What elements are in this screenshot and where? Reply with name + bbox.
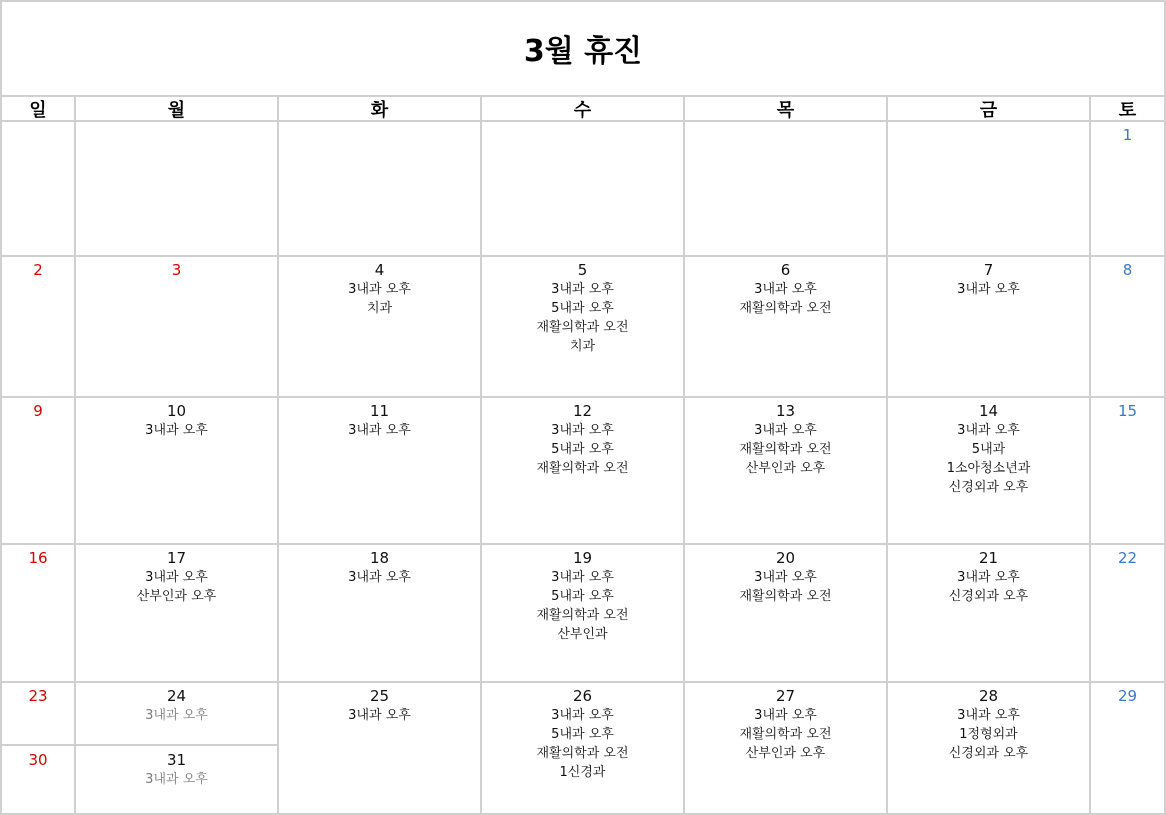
closure-entry: 산부인과 <box>557 627 608 642</box>
day-cell-4 <box>279 257 480 318</box>
weekday-header-thu: 목 <box>776 100 795 121</box>
closure-entry: 3내과 오후 <box>145 423 208 438</box>
day-cell-24 <box>76 683 277 725</box>
day-number: 14 <box>978 402 999 420</box>
day-cell-23 <box>2 683 74 706</box>
closure-entry: 재활의학과 오전 <box>536 320 629 335</box>
day-number: 21 <box>978 549 999 567</box>
day-cell-30 <box>2 747 74 770</box>
day-number: 5 <box>577 261 588 279</box>
day-number: 2 <box>33 261 43 279</box>
day-number: 22 <box>1117 549 1138 567</box>
day-number: 13 <box>775 402 796 420</box>
day-cell-18 <box>279 545 480 587</box>
closure-entry: 신경외과 오후 <box>948 480 1029 495</box>
closure-entry: 3내과 오후 <box>145 708 208 723</box>
closure-entry: 치과 <box>366 301 393 316</box>
day-number: 12 <box>572 402 593 420</box>
closure-entry: 3내과 오후 <box>957 282 1020 297</box>
day-number: 3 <box>171 261 182 279</box>
weekday-header-fri: 금 <box>979 100 998 121</box>
closure-entry: 재활의학과 오전 <box>739 442 832 457</box>
day-number: 25 <box>369 687 390 705</box>
closure-entry: 3내과 오후 <box>551 282 614 297</box>
weekday-header-mon: 월 <box>167 100 186 121</box>
day-number: 31 <box>166 751 187 769</box>
day-cell-13 <box>685 398 886 478</box>
closure-entry: 1신경과 <box>559 765 606 780</box>
day-cell-25 <box>279 683 480 725</box>
day-cell-17 <box>76 545 277 606</box>
day-number: 10 <box>166 402 187 420</box>
closure-entry: 3내과 오후 <box>348 423 411 438</box>
day-number: 28 <box>978 687 999 705</box>
weekday-header-wed: 수 <box>573 100 592 121</box>
closure-entry: 재활의학과 오전 <box>536 608 629 623</box>
day-cell-5 <box>482 257 683 356</box>
grid-line <box>1089 95 1091 815</box>
closure-entry: 산부인과 오후 <box>745 461 826 476</box>
closure-entry: 3내과 오후 <box>754 708 817 723</box>
closure-entry: 3내과 오후 <box>754 570 817 585</box>
closure-entry: 3내과 오후 <box>551 708 614 723</box>
day-cell-22 <box>1091 545 1164 568</box>
day-number: 26 <box>572 687 593 705</box>
calendar-title: 3월 휴진 <box>523 34 643 69</box>
day-number: 18 <box>369 549 390 567</box>
day-number: 6 <box>780 261 791 279</box>
closure-entry: 3내과 오후 <box>551 570 614 585</box>
closure-entry: 재활의학과 오전 <box>739 301 832 316</box>
closure-entry: 3내과 오후 <box>957 423 1020 438</box>
day-number: 19 <box>572 549 593 567</box>
closure-entry: 산부인과 오후 <box>136 589 217 604</box>
closure-entry: 산부인과 오후 <box>745 746 826 761</box>
day-number: 30 <box>28 751 48 769</box>
closure-entry: 5내과 오후 <box>551 589 614 604</box>
closure-entry: 재활의학과 오전 <box>739 589 832 604</box>
day-number: 17 <box>166 549 187 567</box>
day-cell-19 <box>482 545 683 644</box>
day-cell-31 <box>76 747 277 789</box>
day-cell-21 <box>888 545 1089 606</box>
closure-entry: 3내과 오후 <box>551 423 614 438</box>
day-cell-10 <box>76 398 277 440</box>
closure-entry: 3내과 오후 <box>348 570 411 585</box>
day-number: 16 <box>28 549 48 567</box>
day-number: 23 <box>28 687 48 705</box>
closure-entry: 5내과 오후 <box>551 442 614 457</box>
day-number: 4 <box>374 261 385 279</box>
closure-entry: 3내과 오후 <box>957 570 1020 585</box>
closure-entry: 5내과 오후 <box>551 727 614 742</box>
day-cell-7 <box>888 257 1089 299</box>
day-number: 29 <box>1117 687 1138 705</box>
closure-entry: 신경외과 오후 <box>948 746 1029 761</box>
day-cell-8 <box>1091 257 1164 280</box>
day-number: 8 <box>1122 261 1133 279</box>
day-number: 11 <box>369 402 390 420</box>
day-cell-3 <box>76 257 277 280</box>
closure-entry: 재활의학과 오전 <box>739 727 832 742</box>
day-number: 15 <box>1117 402 1138 420</box>
day-cell-9 <box>2 398 74 421</box>
closure-entry: 재활의학과 오전 <box>536 746 629 761</box>
day-cell-16 <box>2 545 74 568</box>
day-cell-26 <box>482 683 683 782</box>
closure-entry: 3내과 오후 <box>754 282 817 297</box>
day-number: 24 <box>166 687 187 705</box>
day-cell-27 <box>685 683 886 763</box>
closure-entry: 신경외과 오후 <box>948 589 1029 604</box>
day-cell-12 <box>482 398 683 478</box>
day-number: 27 <box>775 687 796 705</box>
day-cell-1 <box>1091 122 1164 145</box>
weekday-header-sun: 일 <box>29 100 47 121</box>
closure-entry: 치과 <box>569 339 596 354</box>
closure-entry: 3내과 오후 <box>145 570 208 585</box>
weekday-header-tue: 화 <box>370 100 389 121</box>
day-cell-20 <box>685 545 886 606</box>
day-cell-2 <box>2 257 74 280</box>
closure-entry: 3내과 오후 <box>145 772 208 787</box>
closure-entry: 3내과 오후 <box>348 708 411 723</box>
day-cell-6 <box>685 257 886 318</box>
day-cell-29 <box>1091 683 1164 706</box>
closure-entry: 3내과 오후 <box>348 282 411 297</box>
day-number: 20 <box>775 549 796 567</box>
day-number: 1 <box>1122 126 1133 144</box>
grid-line <box>0 744 278 746</box>
day-cell-15 <box>1091 398 1164 421</box>
closure-entry: 3내과 오후 <box>754 423 817 438</box>
closure-entry: 5내과 오후 <box>551 301 614 316</box>
day-cell-14 <box>888 398 1089 497</box>
closure-entry: 1정형외과 <box>959 727 1018 742</box>
closure-entry: 재활의학과 오전 <box>536 461 629 476</box>
day-number: 9 <box>33 402 43 420</box>
weekday-header-sat: 토 <box>1118 100 1137 121</box>
day-cell-28 <box>888 683 1089 763</box>
day-number: 7 <box>983 261 994 279</box>
closure-entry: 5내과 <box>971 442 1006 457</box>
day-cell-11 <box>279 398 480 440</box>
closure-entry: 1소아청소년과 <box>946 461 1031 476</box>
closure-entry: 3내과 오후 <box>957 708 1020 723</box>
